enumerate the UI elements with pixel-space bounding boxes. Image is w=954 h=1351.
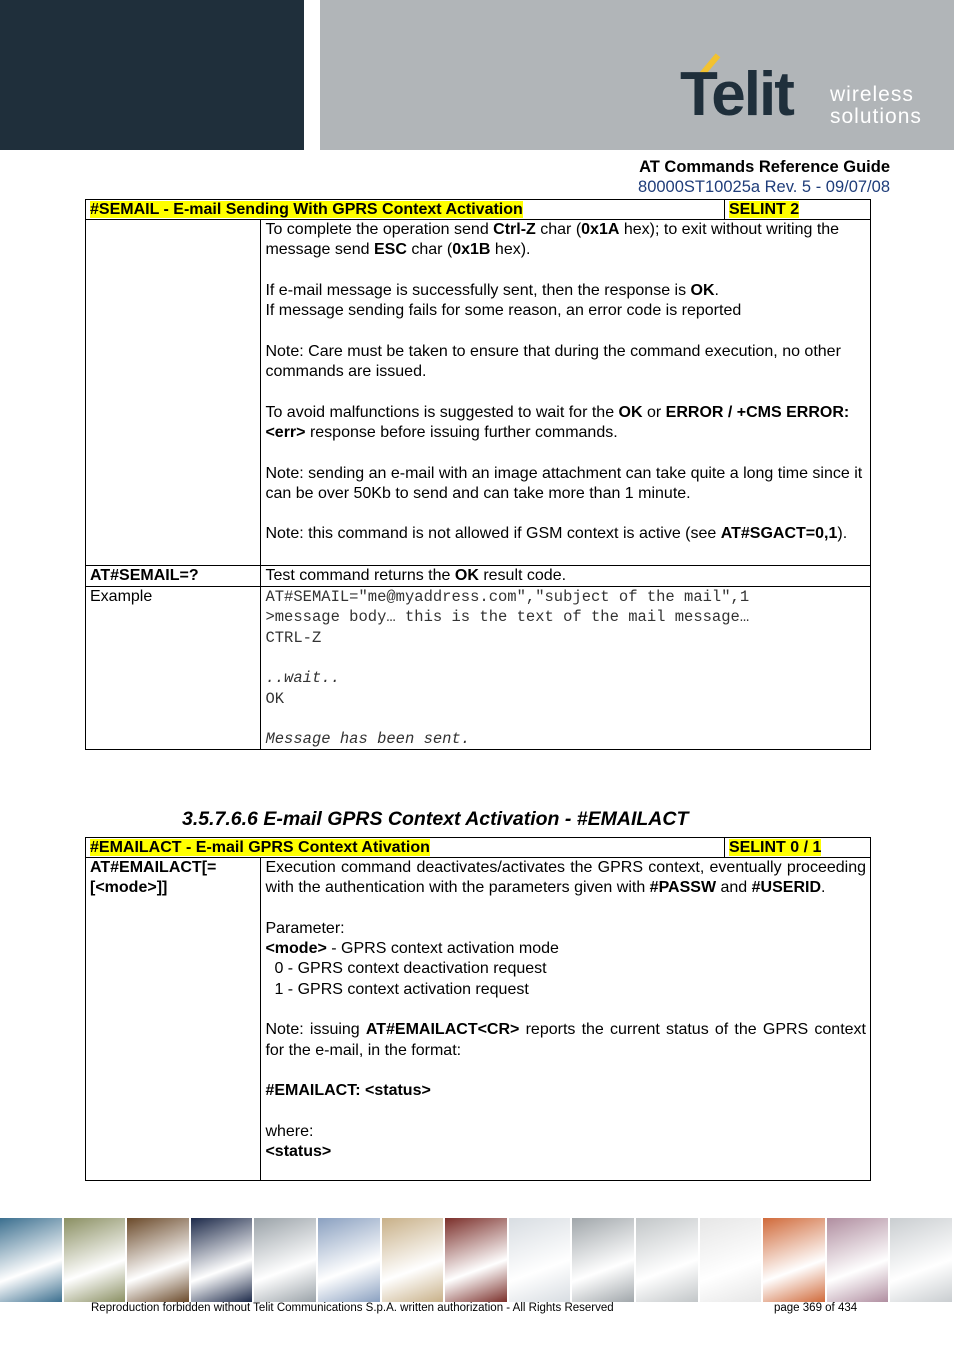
table-row	[86, 587, 871, 750]
header-dark-panel	[0, 0, 304, 150]
section-heading: 3.5.7.6.6 E-mail GPRS Context Activation - #EMAILACT	[182, 808, 689, 830]
footer-copyright: Reproduction forbidden without Telit Communications S.p.A. written authorization - All Rights Reserved	[91, 1302, 614, 1314]
footer-photo-tile	[827, 1218, 889, 1302]
code-line: ..wait..	[265, 669, 340, 688]
description-cell	[261, 220, 871, 566]
document-revision: 80000ST10025a Rev. 5 - 09/07/08	[638, 178, 890, 196]
paragraph: To avoid malfunctions is suggested to wait for the OK or ERROR / +CMS ERROR:<err> response before issuing further commands.	[265, 403, 850, 441]
table-header-title	[86, 838, 725, 858]
table-header-selint	[724, 200, 870, 220]
footer-photo-tile	[191, 1218, 253, 1302]
paragraph: Note: this command is not allowed if GSM context is active (see AT#SGACT=0,1).	[265, 525, 848, 543]
footer-photo-tile	[318, 1218, 380, 1302]
description-cell	[261, 858, 871, 1181]
paragraph: To complete the operation send Ctrl-Z char (0x1A hex); to exit without writing the message send ESC char (0x1B hex).	[265, 221, 840, 259]
table-row	[86, 220, 871, 566]
paragraph: Parameter:	[265, 919, 345, 937]
footer-photo-tile	[127, 1218, 189, 1302]
code-line: >message body… this is the text of the mail message…	[265, 608, 750, 627]
paragraph: where:	[265, 1122, 314, 1140]
logo-wordmark: Telit	[680, 60, 793, 129]
paragraph: <mode> - GPRS context activation mode	[265, 940, 559, 958]
paragraph: If e-mail message is successfully sent, then the response is OK.	[265, 281, 719, 299]
footer-photo-tile	[572, 1218, 634, 1302]
paragraph: If message sending fails for some reason, an error code is reported	[265, 302, 742, 320]
code-line: AT#SEMAIL="me@myaddress.com","subject of the mail",1	[265, 588, 750, 607]
footer-photo-tile	[763, 1218, 825, 1302]
footer-photo-tile	[0, 1218, 62, 1302]
empty-cell	[86, 220, 261, 566]
footer-photo-strip	[0, 1218, 954, 1302]
command-title: #SEMAIL - E-mail Sending With GPRS Context Activation	[90, 201, 523, 218]
code-line: CTRL-Z	[265, 628, 322, 647]
emailact-table	[85, 837, 871, 1181]
footer-photo-tile	[445, 1218, 507, 1302]
logo-tagline	[830, 84, 922, 128]
footer-photo-tile	[254, 1218, 316, 1302]
paragraph: Execution command deactivates/activates the GPRS context, eventually proceeding with the authentication with the parameters given with #PASSW and #USERID.	[265, 859, 866, 897]
paragraph: #EMAILACT: <status>	[265, 1082, 431, 1100]
semail-table	[85, 199, 871, 750]
example-code-cell	[261, 587, 871, 750]
code-line: Message has been sent.	[265, 730, 471, 749]
table-header-row	[86, 838, 871, 858]
telit-logo	[676, 52, 936, 132]
test-command-cell: AT#SEMAIL=?	[86, 565, 261, 586]
footer-photo-tile	[382, 1218, 444, 1302]
table-row	[86, 858, 871, 1181]
paragraph: 1 - GPRS context activation request	[274, 980, 529, 998]
code-line: OK	[265, 689, 285, 708]
paragraph: Note: issuing AT#EMAILACT<CR> reports the current status of the GPRS context for the e-mail, in the format:	[265, 1021, 866, 1059]
test-description-cell: Test command returns the OK result code.	[261, 565, 871, 586]
table-row	[86, 565, 871, 586]
example-label-cell: Example	[86, 587, 261, 750]
logo-tagline-line2: solutions	[830, 105, 922, 128]
command-syntax-cell: AT#EMAILACT[=[<mode>]]	[86, 858, 261, 1181]
footer-photo-tile	[700, 1218, 762, 1302]
table-header-selint	[724, 838, 870, 858]
paragraph: Note: Care must be taken to ensure that during the command execution, no other commands are issued.	[265, 342, 841, 381]
page-number: page 369 of 434	[774, 1302, 858, 1314]
logo-tagline-line1: wireless	[830, 83, 914, 106]
paragraph: Note: sending an e-mail with an image attachment can take quite a long time since it can be over 50Kb to send and can take more than 1 minute.	[265, 464, 863, 502]
table-header-title	[86, 200, 725, 220]
paragraph: 0 - GPRS context deactivation request	[274, 960, 547, 978]
table-header-row	[86, 200, 871, 220]
selint-badge: SELINT 2	[728, 201, 800, 218]
paragraph: <status>	[265, 1143, 332, 1161]
document-title: AT Commands Reference Guide	[639, 158, 890, 176]
command-title: #EMAILACT - E-mail GPRS Context Ativation	[90, 839, 430, 856]
selint-badge: SELINT 0 / 1	[728, 839, 822, 856]
footer-photo-tile	[890, 1218, 952, 1302]
footer-photo-tile	[636, 1218, 698, 1302]
footer-photo-tile	[509, 1218, 571, 1302]
footer-photo-tile	[64, 1218, 126, 1302]
